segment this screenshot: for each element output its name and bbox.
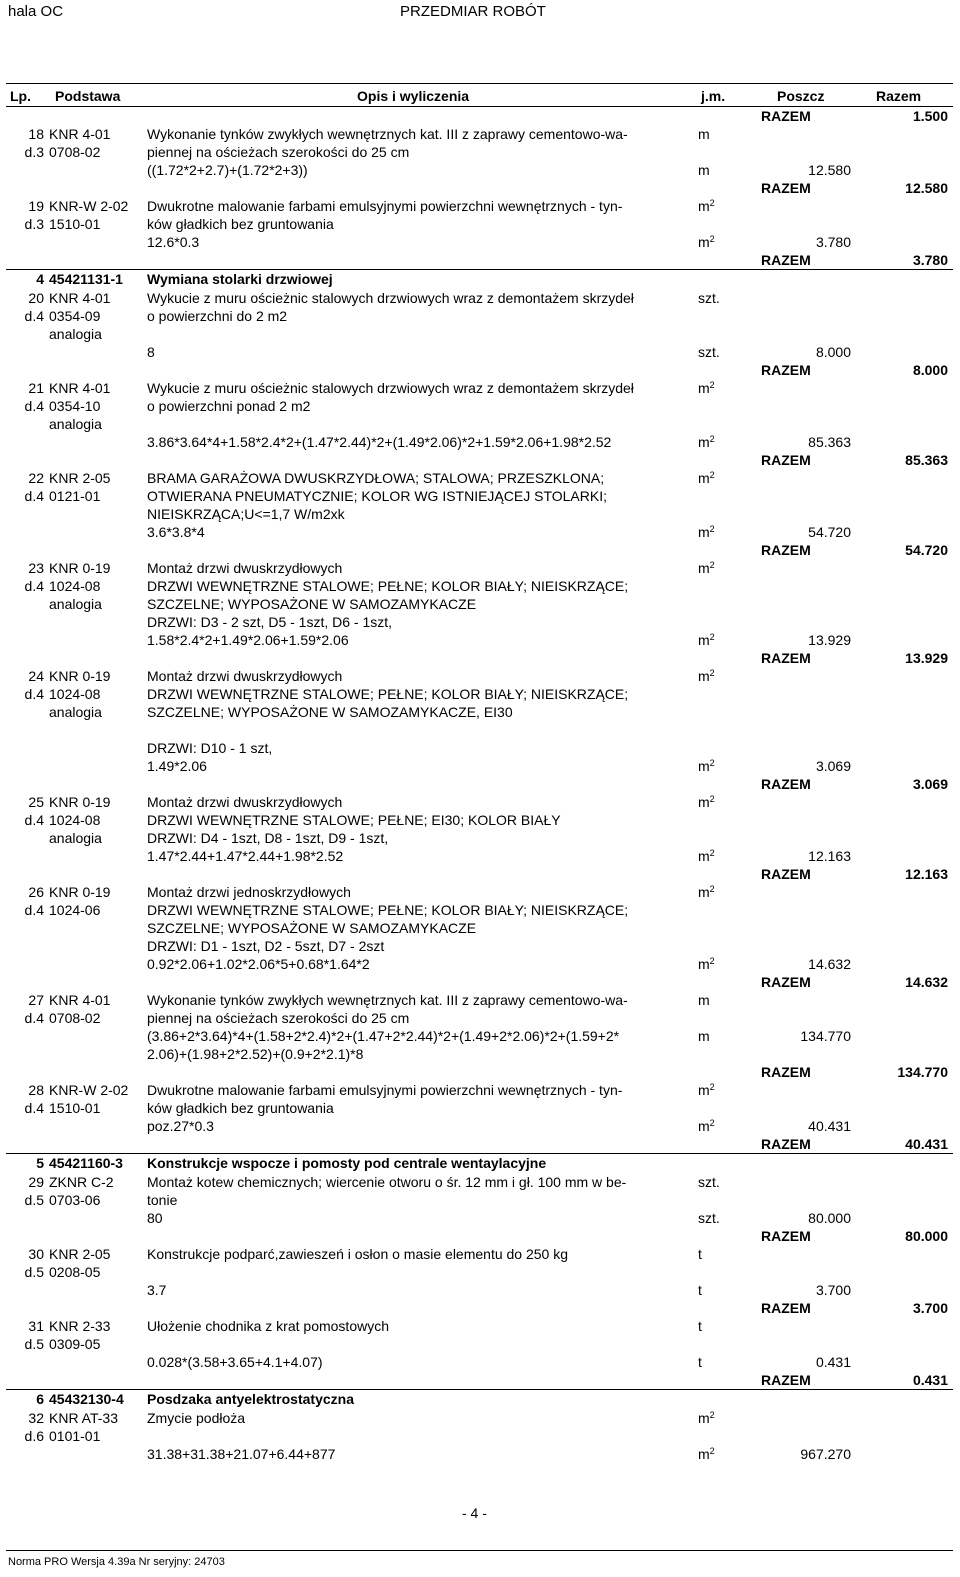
item-number: 23 xyxy=(28,560,44,576)
partial-quantity: 3.069 xyxy=(815,758,851,774)
total-label: RAZEM xyxy=(761,1064,811,1080)
item-number: 31 xyxy=(28,1318,44,1334)
col-poszcz: Poszcz xyxy=(777,88,825,104)
col-jm: j.m. xyxy=(701,88,726,104)
total-value: 0.431 xyxy=(912,1372,948,1388)
item-description: (3.86+2*3.64)*4+(1.58+2*2.4)*2+(1.47+2*2.44)*2+(1.49+2*2.06)*2+(1.59+2* xyxy=(147,1028,620,1044)
item-description: Wykucie z muru ościeżnic stalowych drzwiowych wraz z demontażem skrzydeł xyxy=(147,380,634,396)
unit: m xyxy=(698,126,710,142)
item-description: DRZWI: D3 - 2 szt, D5 - 1szt, D6 - 1szt, xyxy=(147,614,393,630)
item-basis: 0309-05 xyxy=(49,1336,101,1352)
item-description: 31.38+31.38+21.07+6.44+877 xyxy=(147,1446,336,1462)
unit: $m^2$ xyxy=(698,234,715,250)
partial-quantity: 40.431 xyxy=(808,1118,851,1134)
item-basis: KNR AT-33 xyxy=(49,1410,118,1426)
item-description: Dwukrotne malowanie farbami emulsyjnymi powierzchni wewnętrznych - tyn- xyxy=(147,198,623,214)
item-basis: KNR 4-01 xyxy=(49,380,111,396)
partial-quantity: 134.770 xyxy=(800,1028,851,1044)
unit-exponent: 2 xyxy=(709,848,715,858)
section-code: 45432130-4 xyxy=(49,1391,124,1407)
table-header-rule xyxy=(6,106,953,107)
item-number: d.4 xyxy=(24,578,44,594)
item-basis: KNR 0-19 xyxy=(49,794,111,810)
item-description: DRZWI WEWNĘTRZNE STALOWE; PEŁNE; KOLOR BIAŁY; NIEISKRZĄCE; xyxy=(147,578,629,594)
unit-exponent: 2 xyxy=(709,668,715,678)
item-description: o powierzchni ponad 2 m2 xyxy=(147,398,311,414)
item-basis: KNR 0-19 xyxy=(49,560,111,576)
item-description: OTWIERANA PNEUMATYCZNIE; KOLOR WG ISTNIEJĄCEJ STOLARKI; xyxy=(147,488,607,504)
unit-exponent: 2 xyxy=(709,1082,715,1092)
item-basis: KNR 2-05 xyxy=(49,470,111,486)
col-lp: Lp. xyxy=(10,88,31,104)
item-number: d.4 xyxy=(24,1100,44,1116)
item-description: DRZWI WEWNĘTRZNE STALOWE; PEŁNE; KOLOR BIAŁY; NIEISKRZĄCE; xyxy=(147,686,629,702)
item-description: 0.92*2.06+1.02*2.06*5+0.68*1.64*2 xyxy=(147,956,370,972)
unit: szt. xyxy=(698,1210,720,1226)
total-value: 12.163 xyxy=(905,866,948,882)
item-number: 26 xyxy=(28,884,44,900)
unit-exponent: 2 xyxy=(709,434,715,444)
unit: szt. xyxy=(698,1174,720,1190)
unit: $m^2$ xyxy=(698,1410,715,1426)
partial-quantity: 13.929 xyxy=(808,632,851,648)
item-description: DRZWI WEWNĘTRZNE STALOWE; PEŁNE; KOLOR BIAŁY; NIEISKRZĄCE; xyxy=(147,902,629,918)
item-number: d.6 xyxy=(24,1428,44,1444)
total-label: RAZEM xyxy=(761,776,811,792)
partial-quantity: 85.363 xyxy=(808,434,851,450)
unit: m xyxy=(698,162,710,178)
partial-quantity: 0.431 xyxy=(815,1354,851,1370)
unit: $m^2$ xyxy=(698,1118,715,1134)
item-description: ((1.72*2+2.7)+(1.72*2+3)) xyxy=(147,162,308,178)
unit: $m^2$ xyxy=(698,560,715,576)
total-value: 3.700 xyxy=(912,1300,948,1316)
item-basis: KNR 2-33 xyxy=(49,1318,111,1334)
partial-quantity: 54.720 xyxy=(808,524,851,540)
item-number: d.4 xyxy=(24,812,44,828)
item-number: 25 xyxy=(28,794,44,810)
footer-text: Norma PRO Wersja 4.39a Nr seryjny: 24703 xyxy=(8,1556,225,1568)
unit-exponent: 2 xyxy=(709,380,715,390)
total-label: RAZEM xyxy=(761,252,811,268)
partial-quantity: 14.632 xyxy=(808,956,851,972)
total-value: 12.580 xyxy=(905,180,948,196)
item-description: Montaż drzwi jednoskrzydłowych xyxy=(147,884,351,900)
section-title: Wymiana stolarki drzwiowej xyxy=(147,271,333,287)
item-number: 19 xyxy=(28,198,44,214)
item-basis: KNR 0-19 xyxy=(49,884,111,900)
page-number: - 4 - xyxy=(462,1505,487,1521)
item-description: SZCZELNE; WYPOSAŻONE W SAMOZAMYKACZE, EI30 xyxy=(147,704,513,720)
partial-quantity: 3.700 xyxy=(815,1282,851,1298)
col-opis: Opis i wyliczenia xyxy=(357,88,470,104)
item-description: Montaż drzwi dwuskrzydłowych xyxy=(147,560,343,576)
unit-exponent: 2 xyxy=(709,198,715,208)
unit-exponent: 2 xyxy=(709,794,715,804)
total-label: RAZEM xyxy=(761,362,811,378)
item-description: SZCZELNE; WYPOSAŻONE W SAMOZAMYKACZE xyxy=(147,596,477,612)
total-label: RAZEM xyxy=(761,866,811,882)
unit: szt. xyxy=(698,290,720,306)
item-number: d.4 xyxy=(24,902,44,918)
item-description: Wykucie z muru ościeżnic stalowych drzwiowych wraz z demontażem skrzydeł xyxy=(147,290,634,306)
item-basis: analogia xyxy=(49,416,102,432)
section-code: 45421160-3 xyxy=(49,1155,123,1171)
item-basis: 1510-01 xyxy=(49,1100,101,1116)
unit: $m^2$ xyxy=(698,1082,715,1098)
unit: $m^2$ xyxy=(698,524,715,540)
item-description: Montaż kotew chemicznych; wiercenie otworu o śr. 12 mm i gł. 100 mm w be- xyxy=(147,1174,627,1190)
item-description: tonie xyxy=(147,1192,178,1208)
total-value: 40.431 xyxy=(905,1136,948,1152)
item-description: 1.58*2.4*2+1.49*2.06+1.59*2.06 xyxy=(147,632,349,648)
item-basis: KNR 4-01 xyxy=(49,290,111,306)
total-label: RAZEM xyxy=(761,974,811,990)
item-number: 28 xyxy=(28,1082,44,1098)
item-description: Dwukrotne malowanie farbami emulsyjnymi powierzchni wewnętrznych - tyn- xyxy=(147,1082,623,1098)
item-basis: analogia xyxy=(49,326,102,342)
item-number: d.3 xyxy=(24,216,44,232)
item-number: d.5 xyxy=(24,1264,44,1280)
item-number: 30 xyxy=(28,1246,44,1262)
unit: $m^2$ xyxy=(698,198,715,214)
item-description: Montaż drzwi dwuskrzydłowych xyxy=(147,668,343,684)
item-basis: analogia xyxy=(49,704,102,720)
unit: $m^2$ xyxy=(698,434,715,450)
item-description: 3.6*3.8*4 xyxy=(147,524,205,540)
total-label: RAZEM xyxy=(761,1136,811,1152)
item-description: piennej na ościeżach szerokości do 25 cm xyxy=(147,144,410,160)
section-number: 6 xyxy=(36,1391,44,1407)
item-number: 20 xyxy=(28,290,44,306)
total-value: 8.000 xyxy=(912,362,948,378)
total-value: 1.500 xyxy=(912,108,948,124)
item-basis: analogia xyxy=(49,596,102,612)
partial-quantity: 967.270 xyxy=(800,1446,851,1462)
unit: $m^2$ xyxy=(698,794,715,810)
item-description: BRAMA GARAŻOWA DWUSKRZYDŁOWA; STALOWA; PRZESZKLONA; xyxy=(147,470,605,486)
item-description: Ułożenie chodnika z krat pomostowych xyxy=(147,1318,390,1334)
total-label: RAZEM xyxy=(761,1300,811,1316)
footer-rule xyxy=(6,1550,953,1551)
item-basis: KNR-W 2-02 xyxy=(49,198,129,214)
unit-exponent: 2 xyxy=(709,524,715,534)
total-value: 80.000 xyxy=(905,1228,948,1244)
item-number: 18 xyxy=(28,126,44,142)
page-header xyxy=(0,0,960,29)
total-label: RAZEM xyxy=(761,1228,811,1244)
partial-quantity: 3.780 xyxy=(815,234,851,250)
item-basis: 0121-01 xyxy=(49,488,101,504)
item-number: 22 xyxy=(28,470,44,486)
total-value: 54.720 xyxy=(905,542,948,558)
unit-exponent: 2 xyxy=(709,560,715,570)
item-number: 24 xyxy=(28,668,44,684)
item-description: piennej na ościeżach szerokości do 25 cm xyxy=(147,1010,410,1026)
unit-exponent: 2 xyxy=(709,758,715,768)
total-label: RAZEM xyxy=(761,1372,811,1388)
item-description: Wykonanie tynków zwykłych wewnętrznych kat. III z zaprawy cementowo-wa- xyxy=(147,992,628,1008)
unit: $m^2$ xyxy=(698,380,715,396)
section-number: 4 xyxy=(36,271,44,287)
col-razem: Razem xyxy=(876,88,922,104)
unit-exponent: 2 xyxy=(709,1446,715,1456)
item-basis: 1024-06 xyxy=(49,902,101,918)
item-description: 2.06)+(1.98+2*2.52)+(0.9+2*2.1)*8 xyxy=(147,1046,364,1062)
unit: $m^2$ xyxy=(698,758,715,774)
unit: $m^2$ xyxy=(698,470,715,486)
unit: $m^2$ xyxy=(698,632,715,648)
item-description: ków gładkich bez gruntowania xyxy=(147,216,334,232)
unit-exponent: 2 xyxy=(709,1410,715,1420)
total-label: RAZEM xyxy=(761,108,811,124)
total-value: 134.770 xyxy=(897,1064,948,1080)
item-description: 8 xyxy=(147,344,155,360)
item-description: 0.028*(3.58+3.65+4.1+4.07) xyxy=(147,1354,323,1370)
item-number: d.4 xyxy=(24,1010,44,1026)
item-basis: KNR-W 2-02 xyxy=(49,1082,129,1098)
item-description: Wykonanie tynków zwykłych wewnętrznych kat. III z zaprawy cementowo-wa- xyxy=(147,126,628,142)
item-description: DRZWI: D10 - 1 szt, xyxy=(147,740,273,756)
partial-quantity: 8.000 xyxy=(815,344,851,360)
unit-exponent: 2 xyxy=(709,884,715,894)
item-description: DRZWI: D1 - 1szt, D2 - 5szt, D7 - 2szt xyxy=(147,938,385,954)
unit: szt. xyxy=(698,344,720,360)
item-description: DRZWI: D4 - 1szt, D8 - 1szt, D9 - 1szt, xyxy=(147,830,389,846)
item-basis: KNR 4-01 xyxy=(49,126,111,142)
item-basis: 1024-08 xyxy=(49,812,101,828)
item-basis: 0708-02 xyxy=(49,144,101,160)
item-basis: 0354-09 xyxy=(49,308,101,324)
unit: $m^2$ xyxy=(698,884,715,900)
section-title: Posdzaka antyelektrostatyczna xyxy=(147,1391,354,1407)
item-number: d.4 xyxy=(24,686,44,702)
item-description: Konstrukcje podparć,zawieszeń i osłon o masie elementu do 250 kg xyxy=(147,1246,569,1262)
section-rule xyxy=(6,1389,953,1390)
section-number: 5 xyxy=(36,1155,44,1171)
total-value: 3.069 xyxy=(912,776,948,792)
item-description: Zmycie podłoża xyxy=(147,1410,246,1426)
item-basis: KNR 4-01 xyxy=(49,992,111,1008)
col-podstawa: Podstawa xyxy=(55,88,121,104)
item-description: 80 xyxy=(147,1210,163,1226)
unit: $m^2$ xyxy=(698,668,715,684)
partial-quantity: 12.163 xyxy=(808,848,851,864)
unit-exponent: 2 xyxy=(709,470,715,480)
item-description: 3.7 xyxy=(147,1282,167,1298)
item-basis: 0703-06 xyxy=(49,1192,101,1208)
item-number: 21 xyxy=(28,380,44,396)
unit: $m^2$ xyxy=(698,848,715,864)
unit-exponent: 2 xyxy=(709,234,715,244)
unit: t xyxy=(698,1246,702,1262)
item-description: 1.47*2.44+1.47*2.44+1.98*2.52 xyxy=(147,848,344,864)
item-basis: 0101-01 xyxy=(49,1428,101,1444)
partial-quantity: 12.580 xyxy=(808,162,851,178)
unit-exponent: 2 xyxy=(709,1118,715,1128)
item-number: d.4 xyxy=(24,488,44,504)
item-number: 27 xyxy=(28,992,44,1008)
item-basis: 0354-10 xyxy=(49,398,101,414)
total-value: 14.632 xyxy=(905,974,948,990)
total-label: RAZEM xyxy=(761,650,811,666)
section-rule xyxy=(6,1153,953,1154)
document-title: PRZEDMIAR ROBÓT xyxy=(400,3,546,20)
unit: t xyxy=(698,1354,702,1370)
item-basis: 0708-02 xyxy=(49,1010,101,1026)
item-description: 12.6*0.3 xyxy=(147,234,200,250)
section-rule xyxy=(6,269,953,270)
item-basis: KNR 0-19 xyxy=(49,668,111,684)
item-basis: 0208-05 xyxy=(49,1264,101,1280)
item-basis: 1510-01 xyxy=(49,216,101,232)
item-number: 29 xyxy=(28,1174,44,1190)
item-number: d.5 xyxy=(24,1336,44,1352)
item-basis: ZKNR C-2 xyxy=(49,1174,114,1190)
unit: $m^2$ xyxy=(698,956,715,972)
item-description: o powierzchni do 2 m2 xyxy=(147,308,288,324)
item-description: DRZWI WEWNĘTRZNE STALOWE; PEŁNE; EI30; KOLOR BIAŁY xyxy=(147,812,561,828)
item-number: 32 xyxy=(28,1410,44,1426)
unit: $m^2$ xyxy=(698,1446,715,1462)
item-basis: 1024-08 xyxy=(49,578,101,594)
unit: t xyxy=(698,1318,702,1334)
section-title: Konstrukcje wspocze i pomosty pod centrale wentaylacyjne xyxy=(147,1155,547,1171)
total-label: RAZEM xyxy=(761,542,811,558)
total-label: RAZEM xyxy=(761,452,811,468)
item-basis: 1024-08 xyxy=(49,686,101,702)
item-number: d.3 xyxy=(24,144,44,160)
item-description: ków gładkich bez gruntowania xyxy=(147,1100,334,1116)
total-value: 13.929 xyxy=(905,650,948,666)
table-top-rule xyxy=(6,83,953,84)
item-basis: analogia xyxy=(49,830,102,846)
total-value: 3.780 xyxy=(912,252,948,268)
section-code: 45421131-1 xyxy=(49,271,123,287)
item-basis: KNR 2-05 xyxy=(49,1246,111,1262)
project-title: hala OC xyxy=(8,3,64,20)
unit: t xyxy=(698,1282,702,1298)
total-label: RAZEM xyxy=(761,180,811,196)
total-value: 85.363 xyxy=(905,452,948,468)
item-number: d.4 xyxy=(24,308,44,324)
unit-exponent: 2 xyxy=(709,956,715,966)
item-description: poz.27*0.3 xyxy=(147,1118,214,1134)
item-description: SZCZELNE; WYPOSAŻONE W SAMOZAMYKACZE xyxy=(147,920,477,936)
unit: m xyxy=(698,1028,710,1044)
item-description: 3.86*3.64*4+1.58*2.4*2+(1.47*2.44)*2+(1.49*2.06)*2+1.59*2.06+1.98*2.52 xyxy=(147,434,612,450)
item-description: 1.49*2.06 xyxy=(147,758,207,774)
partial-quantity: 80.000 xyxy=(808,1210,851,1226)
item-description: NIEISKRZĄCA;U<=1,7 W/m2xk xyxy=(147,506,345,522)
item-description: Montaż drzwi dwuskrzydłowych xyxy=(147,794,343,810)
unit-exponent: 2 xyxy=(709,632,715,642)
item-number: d.5 xyxy=(24,1192,44,1208)
unit: m xyxy=(698,992,710,1008)
item-number: d.4 xyxy=(24,398,44,414)
